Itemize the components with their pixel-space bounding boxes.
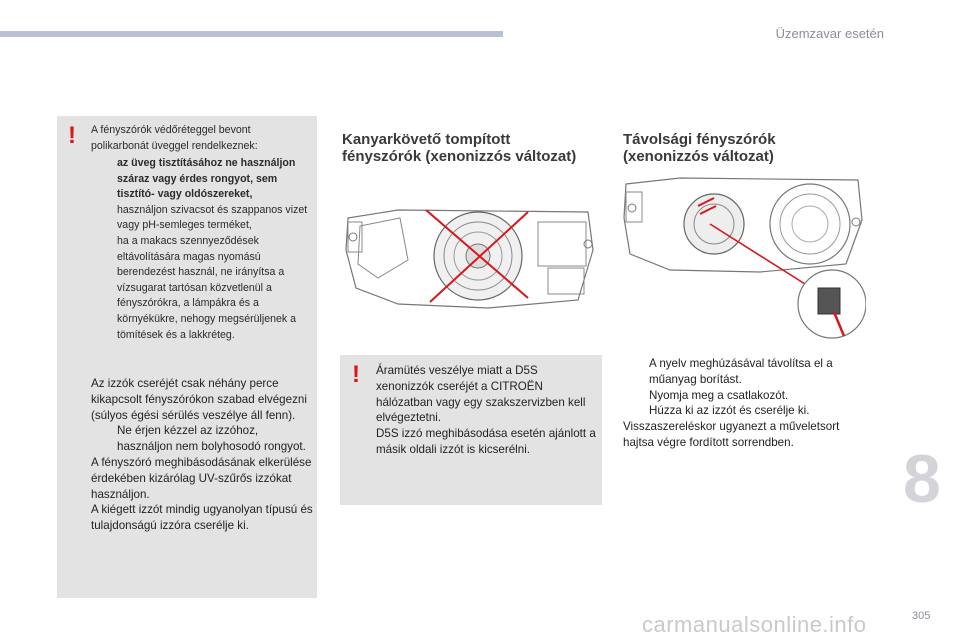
- hot-bulb-paragraph: Az izzók cseréjét csak néhány perce kikapcsolt fényszórókon szabad elvégezni (súlyos égési sérülés veszélye áll fenn).: [91, 377, 307, 422]
- warning-exclamation-icon: !: [352, 361, 360, 388]
- list-item: az üveg tisztításához ne használjon száraz vagy érdes rongyot, sem tisztító- vagy oldószereket,: [117, 157, 296, 201]
- main-beam-heading: Távolsági fényszórók (xenonizzós változat): [623, 131, 776, 165]
- list-item: A nyelv meghúzásával távolítsa el a műanyag borítást.: [649, 357, 833, 386]
- left-warning-box: [57, 116, 317, 598]
- coating-bullet-list: [91, 156, 309, 343]
- reassembly-note: Visszaszereléskor ugyanezt a műveletsort hajtsa végre fordított sorrendben.: [623, 420, 840, 449]
- warning-exclamation-icon: !: [68, 122, 76, 149]
- cornering-lights-heading: Kanyarkövető tompított fényszórók (xenonizzós változat): [342, 131, 577, 165]
- list-item: Ne érjen kézzel az izzóhoz, használjon nem bolyhosodó rongyot.: [117, 424, 306, 454]
- list-item: ha a makacs szennyeződések eltávolítására magas nyomású berendezést használ, ne irányítsa a vízsugarat tartósan közvetlenül a fényszórókra, a lámpákra és a környékükre, nehogy megsérüljenek a tömítések és a lakkréteg.: [117, 234, 297, 341]
- headlamp-dipped-illustration: [338, 200, 600, 320]
- watermark: carmanualsonline.info: [642, 612, 867, 637]
- bulb-handling-text: [91, 376, 313, 534]
- list-item: használjon szivacsot és szappanos vizet vagy pH-semleges terméket,: [117, 203, 308, 232]
- header-bar: [0, 31, 503, 37]
- list-item: Húzza ki az izzót és cserélje ki.: [649, 404, 810, 418]
- main-beam-steps: [623, 356, 863, 451]
- electric-shock-warning: Áramütés veszélye miatt a D5S xenonizzók cseréjét a CITROËN hálózatban vagy egy szakszervizben kell elvégeztetni. D5S izzó meghibásodása esetén ajánlott a másik oldali izzót is kicserélni.: [376, 364, 596, 456]
- coating-intro: A fényszórók védőréteggel bevont polikarbonát üveggel rendelkeznek:: [91, 124, 258, 152]
- list-item: Nyomja meg a csatlakozót.: [649, 388, 789, 402]
- replace-same-type-paragraph: A kiégett izzót mindig ugyanolyan típusú és tulajdonságú izzóra cserélje ki.: [91, 503, 313, 533]
- page-number: 305: [912, 610, 931, 622]
- uv-filter-paragraph: A fényszóró meghibásodásának elkerülése érdekében kizárólag UV-szűrős izzókat használjon.: [91, 455, 312, 501]
- middle-warning-box: [340, 355, 602, 505]
- section-title: Üzemzavar esetén: [775, 26, 884, 41]
- chapter-number: 8: [903, 441, 941, 517]
- headlamp-main-beam-illustration: [620, 174, 866, 344]
